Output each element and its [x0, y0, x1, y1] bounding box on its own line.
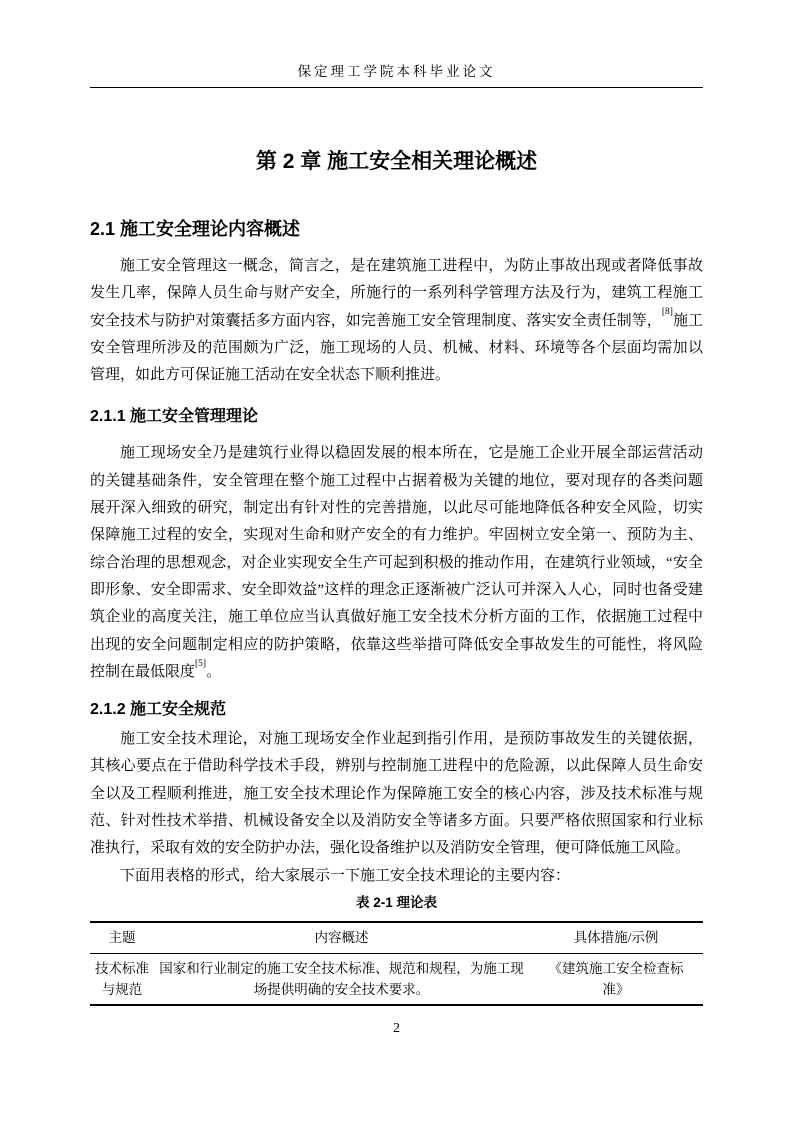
paragraph-2-1-text: 施工安全管理这一概念，简言之，是在建筑施工进程中，为防止事故出现或者降低事故发生几率，保障人员生命与财产安全，所施行的一系列科学管理方法及行为，建筑工程施工安全技术与防护对策囊括多方面内容，如完善施工安全管理制度、落实安全责任制等，: [90, 258, 703, 329]
table-cell-measures: 《建筑施工安全检查标准》: [548, 960, 684, 997]
table-header-row: [90, 922, 703, 954]
table-header-measures: 具体措施/示例: [529, 922, 703, 954]
paragraph-2-1-1-text-cont: 。: [206, 663, 222, 680]
table-cell-overview: 国家和行业制定的施工安全技术标准、规范和规程，为施工现场提供明确的安全技术要求。: [159, 960, 524, 997]
citation-ref-8: [8]: [661, 307, 673, 318]
paragraph-2-1-1: [90, 440, 703, 686]
subsection-heading-2-1-2: 2.1.2 施工安全规范: [90, 701, 227, 719]
table-header-overview: 内容概述: [154, 922, 529, 954]
page-header: [90, 0, 703, 88]
citation-ref-5: [5]: [195, 658, 207, 669]
chapter-title: 第 2 章 施工安全相关理论概述: [255, 150, 538, 173]
table-intro-paragraph: 下面用表格的形式，给大家展示一下施工安全技术理论的主要内容：: [120, 867, 571, 884]
paragraph-2-1-2: 施工安全技术理论，对施工现场安全作业起到指引作用，是预防事故发生的关键依据，其核心要点在于借助科学技术手段，辨别与控制施工进程中的危险源，以此保障人员生命安全以及工程顺利推进，施工安全技术理论作为保障施工安全的核心内容，涉及技术标准与规范、针对性技术举措、机械设备安全以及消防安全等诸多方面。只要严格依照国家和行业标准执行，采取有效的安全防护办法，强化设备维护以及消防安全管理，便可降低施工风险。: [90, 731, 703, 857]
section-heading-2-1: 2.1 施工安全理论内容概述: [90, 219, 301, 239]
paragraph-2-1: [90, 253, 703, 389]
theory-table: [90, 921, 703, 1006]
paragraph-2-1-1-text: 施工现场安全乃是建筑行业得以稳固发展的根本所在，它是施工企业开展全部运营活动的关键基础条件，安全管理在整个施工过程中占据着极为关键的地位，要对现存的各类问题展开深入细致的研究，制定出有针对性的完善措施，以此尽可能地降低各种安全风险，切实保障施工过程的安全，实现对生命和财产安全的有力维护。牢固树立安全第一、预防为主、综合治理的思想观念，对企业实现安全生产可起到积极的推动作用，在建筑行业领域，“安全即形象、安全即需求、安全即效益”这样的理念正逐渐被广泛认可并深入人心，同时也备受建筑企业的高度关注，施工单位应当认真做好施工安全技术分析方面的工作，依据施工过程中出现的安全问题制定相应的防护策略，依靠这些举措可降低安全事故发生的可能性，将风险控制在最低限度: [90, 445, 703, 680]
subsection-heading-2-1-1: 2.1.1 施工安全管理理论: [90, 408, 259, 426]
paragraph-2-1-text-cont: 施工安全管理所涉及的范围颇为广泛，施工现场的人员、机械、材料、环境等各个层面均需加以管理，如此方可保证施工活动在安全状态下顺利推进。: [90, 312, 703, 384]
table-row: [90, 953, 703, 1005]
page-number: 2: [393, 1020, 400, 1036]
page-header-text: 保定理工学院本科毕业论文: [297, 64, 496, 79]
table-caption: 表 2-1 理论表: [355, 894, 437, 910]
table-cell-topic: 技术标准与规范: [95, 960, 149, 997]
table-header-topic: 主题: [90, 922, 154, 954]
